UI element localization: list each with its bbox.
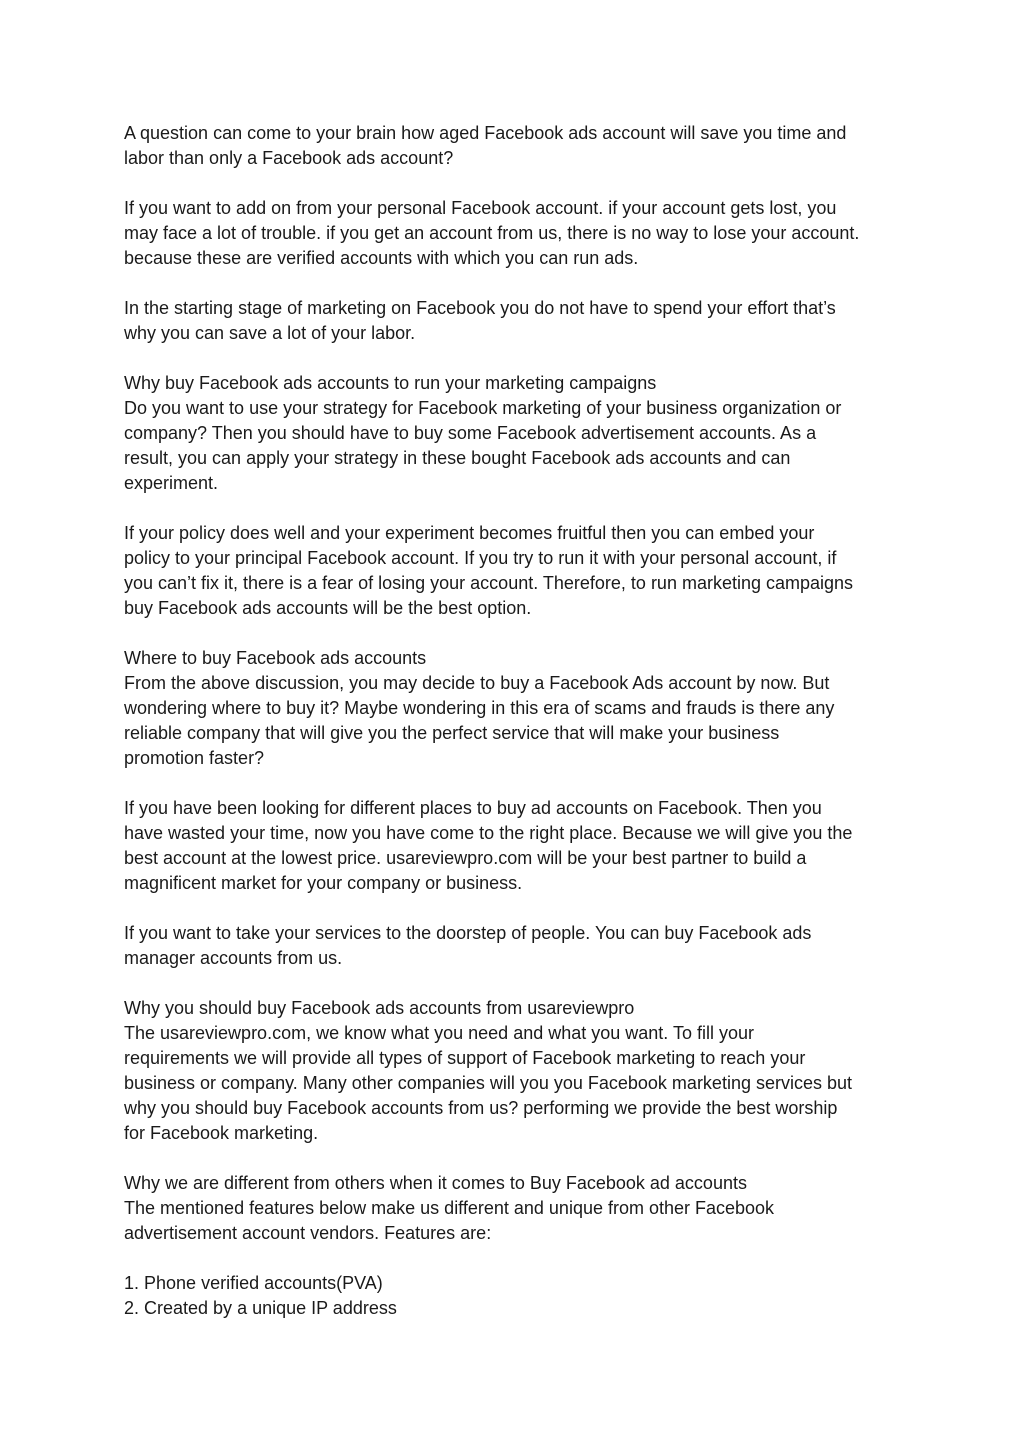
text-line: reliable company that will give you the perfect service that will make your business [124, 723, 780, 743]
text-line: advertisement account vendors. Features are: [124, 1223, 492, 1243]
paragraph-3 [124, 296, 914, 346]
text-line: have wasted your time, now you have come to the right place. Because we will give you the [124, 823, 853, 843]
text-line: Do you want to use your strategy for Facebook marketing of your business organization or [124, 398, 842, 418]
text-line: result, you can apply your strategy in these bought Facebook ads accounts and can [124, 448, 791, 468]
text-line: may face a lot of trouble. if you get an account from us, there is no way to lose your account. [124, 223, 860, 243]
text-line: wondering where to buy it? Maybe wondering in this era of scams and frauds is there any [124, 698, 835, 718]
section-heading: Where to buy Facebook ads accounts [124, 648, 427, 668]
text-line: The usareviewpro.com, we know what you need and what you want. To fill your [124, 1023, 754, 1043]
text-line: why you should buy Facebook accounts from us? performing we provide the best worship [124, 1098, 838, 1118]
paragraph-5 [124, 521, 914, 621]
paragraph-7 [124, 796, 914, 896]
text-line: If you have been looking for different places to buy ad accounts on Facebook. Then you [124, 798, 822, 818]
text-line: magnificent market for your company or business. [124, 873, 523, 893]
section-why-buy [124, 371, 914, 496]
paragraph-8 [124, 921, 914, 971]
text-line: labor than only a Facebook ads account? [124, 148, 454, 168]
text-line: manager accounts from us. [124, 948, 343, 968]
text-line: experiment. [124, 473, 219, 493]
text-line: A question can come to your brain how aged Facebook ads account will save you time and [124, 123, 847, 143]
text-line: In the starting stage of marketing on Facebook you do not have to spend your effort that’s [124, 298, 836, 318]
features-list [124, 1271, 914, 1321]
section-why-from-usareviewpro [124, 996, 914, 1146]
paragraph-2 [124, 196, 914, 271]
text-line: policy to your principal Facebook account. If you try to run it with your personal account, if [124, 548, 837, 568]
paragraph-1 [124, 121, 914, 171]
text-line: If you want to add on from your personal Facebook account. if your account gets lost, you [124, 198, 837, 218]
text-line: promotion faster? [124, 748, 265, 768]
text-line: The mentioned features below make us different and unique from other Facebook [124, 1198, 775, 1218]
text-line: If you want to take your services to the doorstep of people. You can buy Facebook ads [124, 923, 812, 943]
text-line: company? Then you should have to buy some Facebook advertisement accounts. As a [124, 423, 817, 443]
section-heading: Why you should buy Facebook ads accounts from usareviewpro [124, 998, 635, 1018]
text-line: buy Facebook ads accounts will be the best option. [124, 598, 532, 618]
text-line: for Facebook marketing. [124, 1123, 319, 1143]
section-why-different [124, 1171, 914, 1246]
text-line: you can’t fix it, there is a fear of losing your account. Therefore, to run marketing campaigns [124, 573, 854, 593]
list-item: 1. Phone verified accounts(PVA) [124, 1273, 383, 1293]
text-line: why you can save a lot of your labor. [124, 323, 416, 343]
list-item: 2. Created by a unique IP address [124, 1298, 397, 1318]
text-line: because these are verified accounts with which you can run ads. [124, 248, 639, 268]
section-heading: Why we are different from others when it comes to Buy Facebook ad accounts [124, 1173, 747, 1193]
text-line: business or company. Many other companies will you you Facebook marketing services but [124, 1073, 853, 1093]
text-line: requirements we will provide all types of support of Facebook marketing to reach your [124, 1048, 806, 1068]
text-line: best account at the lowest price. usareviewpro.com will be your best partner to build a [124, 848, 807, 868]
section-where-to-buy [124, 646, 914, 771]
section-heading: Why buy Facebook ads accounts to run your marketing campaigns [124, 373, 657, 393]
document-page [124, 121, 914, 1321]
text-line: From the above discussion, you may decide to buy a Facebook Ads account by now. But [124, 673, 830, 693]
text-line: If your policy does well and your experiment becomes fruitful then you can embed your [124, 523, 815, 543]
